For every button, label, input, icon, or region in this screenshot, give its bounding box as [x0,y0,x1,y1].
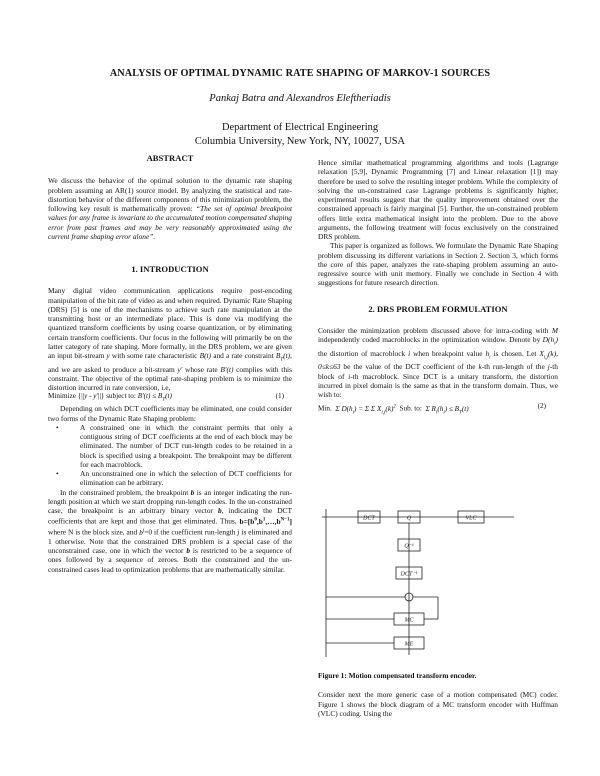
figure-label-vlc: VLC [465,515,477,522]
right-paragraph-1: Hence similar mathematical programming algorithms and tools (Lagrange relaxation [5,9], Dynamic Programming [7] and Linear relaxation [1]) may therefore be used to solve the resulting integer problem. While the complexity of solving the un-constrained case Lagrange problems is significantly higher, experimental results suggest that the quality improvement obtained over the constrained approach is fairly marginal [5]. Further, the un-constrained problem offers little extra mathematical insight into the problem. Due to the above arguments, the following treatment will focus exclusively on the constrained DRS problem. [318,158,558,241]
affiliation-dept: Department of Electrical Engineering [221,122,379,133]
figure-label-dct: DCT [363,515,375,522]
drs-paragraph-1: Consider the minimization problem discussed above for intra-coding with M independently coded macroblocks in the optimization window. Denote by $D(h_i)$ the distortion of macroblock i when breakpoint value $h_i$ is chosen. Let $X_{i,j}(k)$, 0≤k≤63 be the value of the DCT coefficient of the k-th run-length of the j-th block of i-th macroblock. Since DCT is a unitary transform, the distortion incurred in pixel domain is the same as that in the transform domain. Thus, we wish to: [318,325,559,400]
equation-1: Minimize {||y - y'||} subject to: $B'(t) \le B_T(t)$ (1) [48,392,284,403]
bullet-unconstrained: • An unconstrained one in which the selection of DCT coefficients for elimination can be arbitrary. [56,469,292,488]
paper-affiliation [0,121,600,148]
equation-2: Min. Σ $D(h_i) = \Sigma$ Σ $X_{i,j}(k)^2$ Sub. to: Σ $R_i(h_i) \le B_T(t)$ (2) [318,402,546,416]
intro-heading: 1. INTRODUCTION [131,264,209,274]
paper-title: ANALYSIS OF OPTIMAL DYNAMIC RATE SHAPING OF MARKOV-1 SOURCES [109,68,491,79]
figure-label-me: ME [404,641,414,648]
drs-heading: 2. DRS PROBLEM FORMULATION [368,303,508,314]
bullet-dot-icon: • [56,422,59,432]
figure-1-block-diagram [318,505,518,667]
right-column-lower [318,671,558,718]
abstract-key-result: “The set of optimal breakpoint values for any frame is invariant to the accumulated motion compensated shaping error from past frames and may be very reasonably approximated using the current frame shaping error alone”. [48,204,292,241]
right-column [318,158,558,424]
affiliation-univ: Columbia University, New York, NY, 10027, USA [194,135,406,147]
figure-label-mc: MC [404,617,414,624]
bullet-dot-icon: • [56,469,59,479]
figure-1-caption: Figure 1: Motion compensated transform encoder. [318,671,477,680]
abstract-text: We discuss the behavior of the optimal solution to the dynamic rate shaping problem assuming an AR(1) source model. By analyzing the statistical and rate-distortion behavior of the different components of this minimization problem, the following key result is mathematically proven: [48,176,292,213]
drs-paragraph-2: Consider next the more generic case of a motion compensated (MC) coder. Figure 1 shows the block diagram of a MC transform encoder with Huffman (VLC) coding. Using the [318,690,558,718]
right-paragraph-2: This paper is organized as follows. We formulate the Dynamic Rate Shaping problem discussing its different variations in Section 2. Section 3, which forms the core of this paper, analyzes the rate-shaping problem assuming an auto-regressive source with unit memory. Finally we conclude in Section 4 with suggestions for future research direction. [318,241,558,288]
abstract-body [48,176,292,241]
figure-label-q: Q [406,515,412,522]
left-column [48,154,292,574]
equation-2-number: (2) [537,402,546,411]
equation-1-number: (1) [275,392,284,401]
abstract-heading: ABSTRACT [146,153,194,163]
intro-paragraph-1: Many digital video communication applications require post-encoding manipulation of the bit rate of video as and when required. Dynamic Rate Shaping (DRS) [5] is one of the mechanisms to achieve such rate manipulation at the transmitting host or an intermediate place. This is done via modifying the quantized transform coefficients by using coarse quantization, or by eliminating certain transform coefficients. Our focus in the following will primarily be on the latter category of rate shaping. More formally, in the DRS problem, we are given an input bit-stream y with some rate characteristic B(t) and a rate constraint $B_T(t)$, and we are asked to produce a bit-stream y' whose rate B'(t) complies with this constraint. The objective of the optimal rate-shaping problem is to minimize the distortion incurred in rate conversion, i.e, [48,286,292,393]
bullet-constrained: • A constrained one in which the constraint permits that only a contiguous string of DCT coefficients at the end of each block may be eliminated. The number of DCT run-length codes to be retained in a block is specified using a breakpoint. The breakpoint may be different for each macroblock. [56,422,292,469]
intro-paragraph-3: In the constrained problem, the breakpoint b is an integer indicating the run-length position at which we start dropping run-length codes. In the un-constrained case, the breakpoint is an arbitrary binary vector b, indicating the DCT coefficients that are kept and those that get eliminated. Thus, $b=[b^0,b^1,\dots,b^{N-1}]$ where N is the block size, and $b^j=0$ if the coefficient run-length j is eliminated and 1 otherwise. Note that the constrained DRS problem is a special case of the unconstrained case, one in which the vector b is restricted to be a sequence of ones followed by a sequence of zeroes. Both the constrained and the un-constrained cases lead to optimization problems that are mathematically similar. [48,487,292,574]
figure-label-idct: DCT⁻¹ [400,571,418,578]
figure-label-iq: Q⁻¹ [404,543,414,550]
paper-authors: Pankaj Batra and Alexandros Eleftheriadis [209,93,391,104]
intro-paragraph-2: Depending on which DCT coefficients may be eliminated, one could consider two forms of the Dynamic Rate Shaping problem: [48,404,292,423]
